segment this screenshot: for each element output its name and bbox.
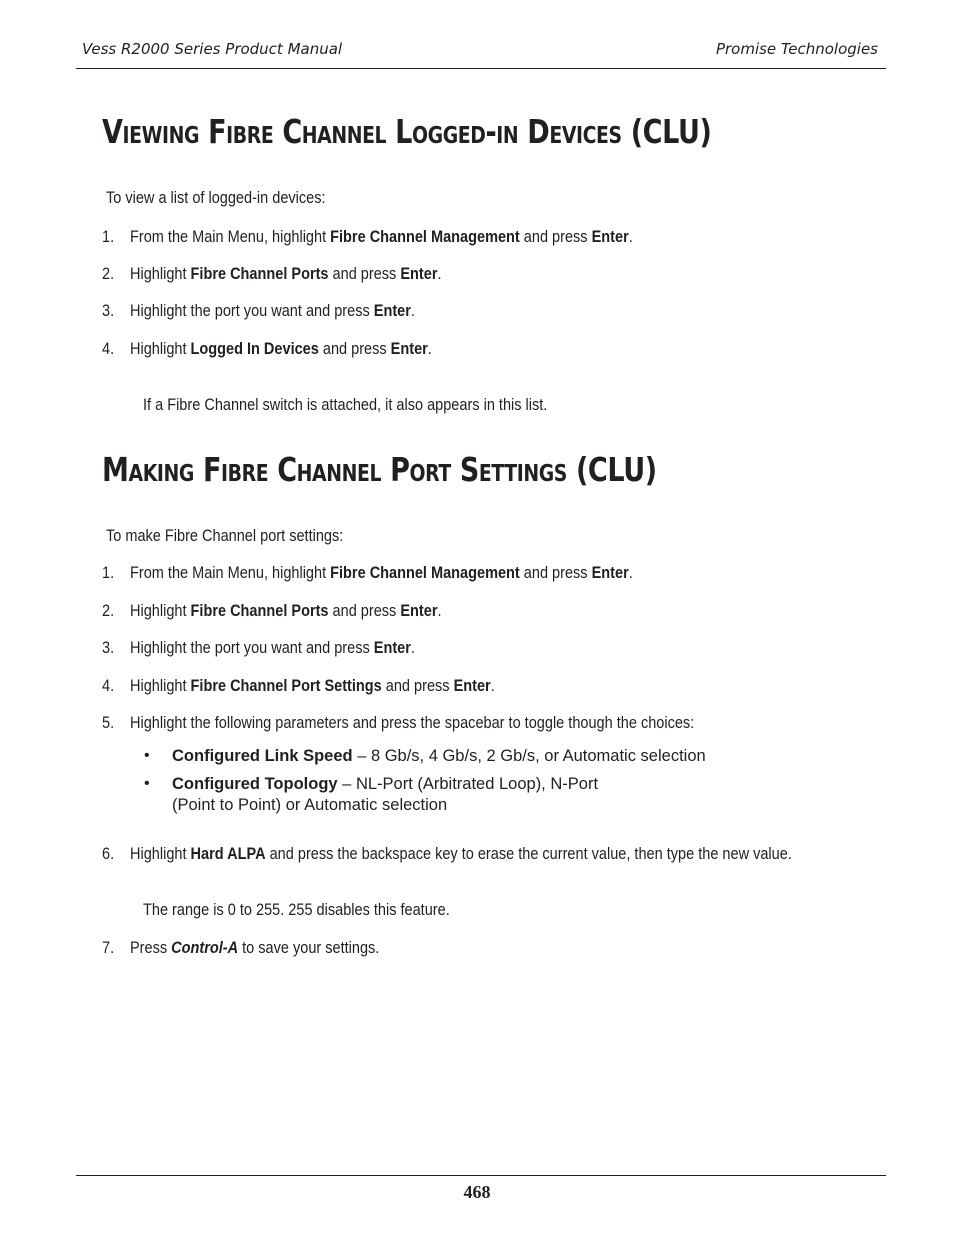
step-number: 6.: [102, 845, 115, 863]
step-text: Press Control-A to save your settings.: [130, 939, 380, 957]
step-text: Highlight the port you want and press Enter.: [130, 302, 415, 320]
section-title-logged-in-devices: Viewing Fibre Channel Logged-in Devices (CLU): [102, 112, 712, 151]
bullet-item-topology: Configured Topology – NL-Port (Arbitrated Loop), N-Port: [172, 775, 599, 793]
step-text: Highlight the following parameters and press the spacebar to toggle though the choices:: [130, 714, 695, 732]
step-number: 4.: [102, 677, 115, 695]
step-number: 2.: [102, 602, 115, 620]
section1-intro: To view a list of logged-in devices:: [106, 189, 326, 207]
step-text: From the Main Menu, highlight Fibre Channel Management and press Enter.: [130, 564, 633, 582]
section2-note: The range is 0 to 255. 255 disables this feature.: [143, 901, 450, 919]
step-number: 1.: [102, 228, 115, 246]
header-manual-title: Vess R2000 Series Product Manual: [82, 40, 343, 58]
step-text: Highlight the port you want and press Enter.: [130, 639, 415, 657]
bullet-item-link-speed: Configured Link Speed – 8 Gb/s, 4 Gb/s, 2 Gb/s, or Automatic selection: [172, 747, 706, 765]
step-number: 5.: [102, 714, 115, 732]
section1-note: If a Fibre Channel switch is attached, it also appears in this list.: [143, 396, 548, 414]
step-text: Highlight Fibre Channel Ports and press Enter.: [130, 265, 442, 283]
header-company: Promise Technologies: [715, 40, 878, 58]
page-header: [76, 40, 886, 62]
step-text: From the Main Menu, highlight Fibre Channel Management and press Enter.: [130, 228, 633, 246]
bullet-item-topology-continued: (Point to Point) or Automatic selection: [172, 796, 448, 814]
step-text: Highlight Logged In Devices and press Enter.: [130, 340, 432, 358]
step-text: Highlight Hard ALPA and press the backspace key to erase the current value, then type the new value.: [130, 845, 792, 863]
step-text: Highlight Fibre Channel Ports and press Enter.: [130, 602, 442, 620]
bullet-icon: •: [144, 775, 150, 792]
step-text: Highlight Fibre Channel Port Settings and press Enter.: [130, 677, 495, 695]
step-number: 7.: [102, 939, 115, 957]
footer-rule: [76, 1175, 886, 1176]
bullet-icon: •: [144, 747, 150, 764]
step-number: 3.: [102, 639, 115, 657]
page-number: 468: [463, 1182, 491, 1202]
header-rule: [76, 68, 886, 69]
step-number: 3.: [102, 302, 115, 320]
section2-intro: To make Fibre Channel port settings:: [106, 527, 344, 545]
step-number: 2.: [102, 265, 115, 283]
section-title-port-settings: Making Fibre Channel Port Settings (CLU): [102, 450, 657, 489]
step-number: 1.: [102, 564, 115, 582]
step-number: 4.: [102, 340, 115, 358]
